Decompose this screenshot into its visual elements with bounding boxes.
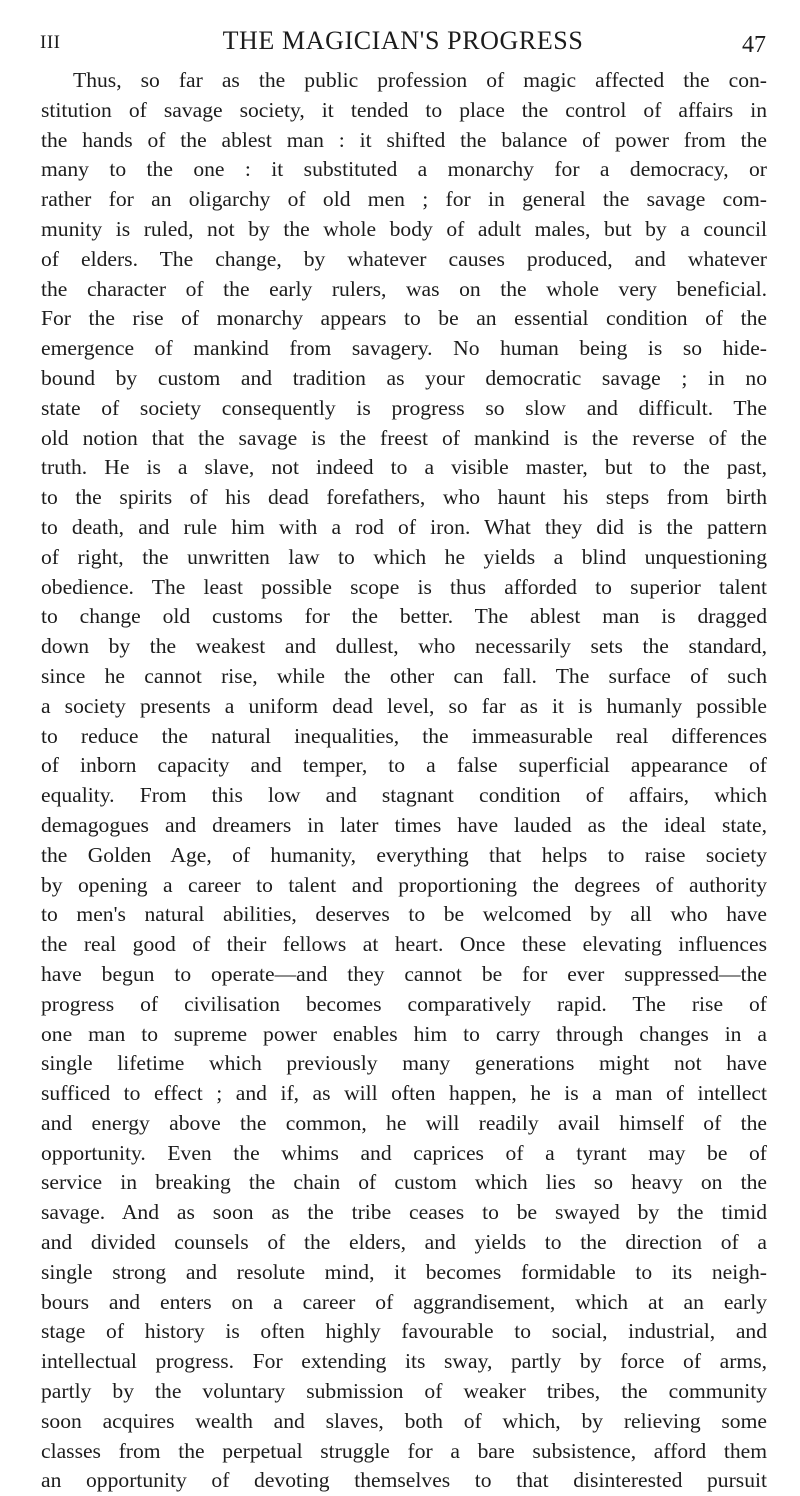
text-line: a society presents a uniform dead level, so far as it is humanly possible — [41, 693, 767, 718]
text-line: progress of civilisation becomes comparatively rapid. The rise of — [41, 991, 767, 1016]
text-line: emergence of mankind from savagery. No human being is so hide- — [41, 336, 767, 361]
text-line: to change old customs for the better. The ablest man is dragged — [41, 604, 767, 629]
text-line: and energy above the common, he will readily avail himself of the — [41, 1110, 767, 1135]
text-line: partly by the voluntary submission of weaker tribes, the community — [41, 1379, 767, 1404]
text-line: of inborn capacity and temper, to a false superficial appearance of — [41, 753, 767, 778]
text-line: equality. From this low and stagnant condition of affairs, which — [41, 783, 767, 808]
body-paragraph — [41, 66, 767, 1496]
text-line: service in breaking the chain of custom which lies so heavy on the — [41, 1170, 767, 1195]
text-line: savage. And as soon as the tribe ceases to be swayed by the timid — [41, 1200, 767, 1225]
text-line: many to the one : it substituted a monarchy for a democracy, or — [41, 157, 767, 182]
running-title: THE MAGICIAN'S PROGRESS — [222, 26, 584, 55]
text-line: soon acquires wealth and slaves, both of which, by relieving some — [41, 1408, 767, 1433]
chapter-number: III — [40, 32, 61, 53]
running-header — [40, 26, 766, 58]
text-line: the character of the early rulers, was on the whole very beneficial. — [41, 276, 767, 301]
text-line: since he cannot rise, while the other can fall. The surface of such — [41, 663, 767, 688]
text-line: single strong and resolute mind, it becomes formidable to its neigh- — [41, 1259, 767, 1284]
text-line: to the spirits of his dead forefathers, who haunt his steps from birth — [41, 485, 767, 510]
text-line: munity is ruled, not by the whole body of adult males, but by a council — [41, 216, 767, 241]
text-line: stitution of savage society, it tended to place the control of affairs in — [41, 97, 767, 122]
text-line: sufficed to effect ; and if, as will often happen, he is a man of intellect — [41, 1081, 767, 1106]
text-line: the Golden Age, of humanity, everything that helps to raise society — [41, 842, 767, 867]
text-line: the hands of the ablest man : it shifted the balance of power from the — [41, 127, 767, 152]
text-line: For the rise of monarchy appears to be an essential condition of the — [41, 306, 767, 331]
text-line: of elders. The change, by whatever causes produced, and whatever — [41, 246, 767, 271]
text-line: state of society consequently is progress so slow and difficult. The — [41, 395, 767, 420]
text-line: and divided counsels of the elders, and yields to the direction of a — [41, 1230, 767, 1255]
text-line: rather for an oligarchy of old men ; for in general the savage com- — [41, 187, 767, 212]
text-line: stage of history is often highly favourable to social, industrial, and — [41, 1319, 767, 1344]
text-line: to death, and rule him with a rod of iron. What they did is the pattern — [41, 514, 767, 539]
text-line: opportunity. Even the whims and caprices of a tyrant may be of — [41, 1140, 767, 1165]
text-line: old notion that the savage is the freest of mankind is the reverse of the — [41, 425, 767, 450]
text-line: classes from the perpetual struggle for a bare subsistence, afford them — [41, 1438, 767, 1463]
text-line: to men's natural abilities, deserves to be welcomed by all who have — [41, 902, 767, 927]
text-line: have begun to operate—and they cannot be for ever suppressed—the — [41, 961, 767, 986]
text-line: by opening a career to talent and proportioning the degrees of authority — [41, 872, 767, 897]
text-line: one man to supreme power enables him to carry through changes in a — [41, 1021, 767, 1046]
text-line: bours and enters on a career of aggrandisement, which at an early — [41, 1289, 767, 1314]
text-line: of right, the unwritten law to which he yields a blind unquestioning — [41, 544, 767, 569]
text-line: intellectual progress. For extending its sway, partly by force of arms, — [41, 1349, 767, 1374]
text-line: down by the weakest and dullest, who necessarily sets the standard, — [41, 634, 767, 659]
text-line: Thus, so far as the public profession of magic affected the con- — [73, 68, 767, 92]
text-line: truth. He is a slave, not indeed to a visible master, but to the past, — [41, 455, 767, 480]
text-line: single lifetime which previously many generations might not have — [41, 1051, 767, 1076]
text-line: demagogues and dreamers in later times have lauded as the ideal state, — [41, 812, 767, 837]
text-line: an opportunity of devoting themselves to that disinterested pursuit — [41, 1468, 767, 1493]
page-number: 47 — [742, 32, 766, 58]
text-line: obedience. The least possible scope is thus afforded to superior talent — [41, 574, 767, 599]
text-line: the real good of their fellows at heart. Once these elevating influences — [41, 932, 767, 957]
text-line: bound by custom and tradition as your democratic savage ; in no — [41, 365, 767, 390]
text-line: to reduce the natural inequalities, the immeasurable real differences — [41, 723, 767, 748]
